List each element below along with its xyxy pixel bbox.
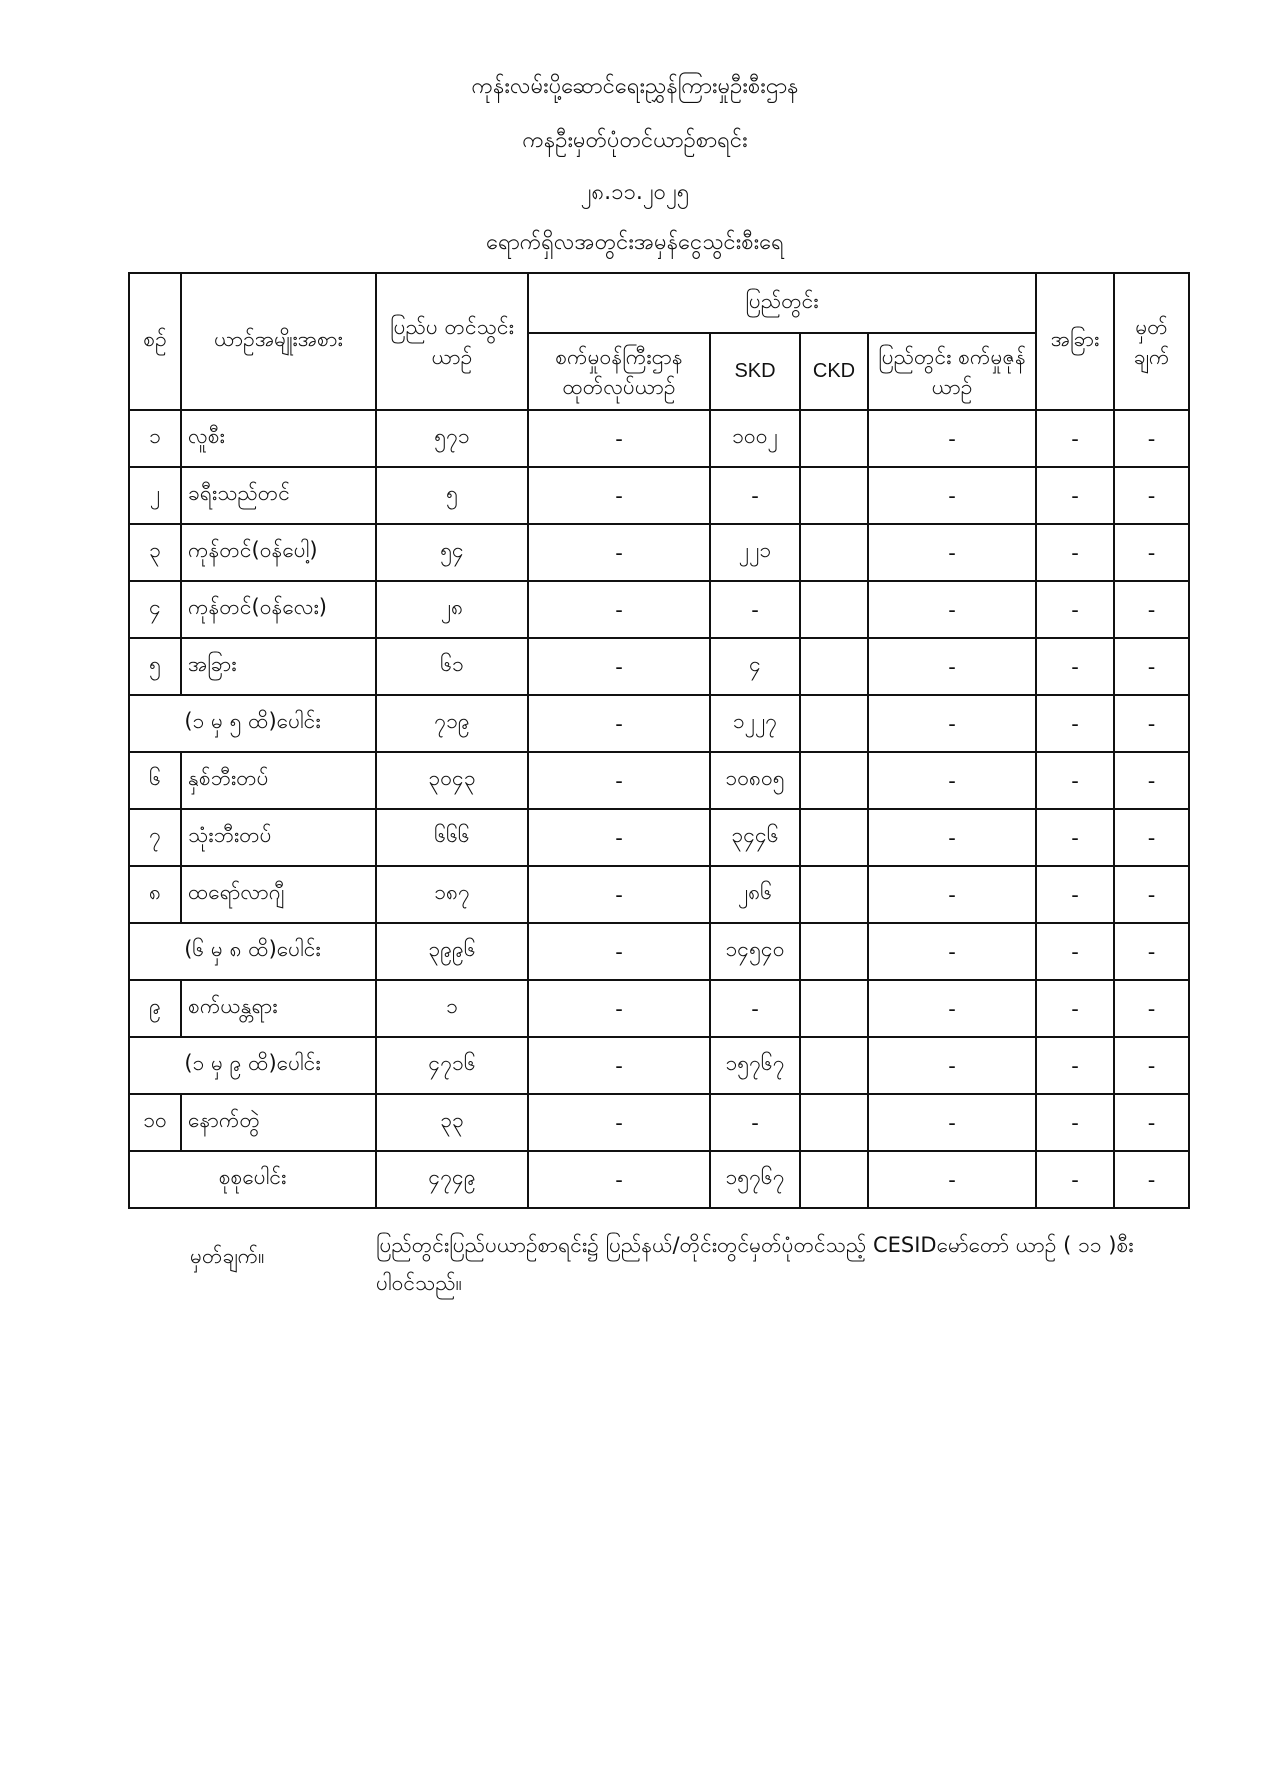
cell-local: - (868, 1037, 1036, 1094)
cell-factory: - (528, 467, 710, 524)
header-local-assembled: ပြည်တွင်း စက်မှုဇုန်ယာဉ် (868, 333, 1036, 410)
table-subtotal-row (129, 695, 1189, 752)
cell-local: - (868, 809, 1036, 866)
cell-local: - (868, 581, 1036, 638)
cell-vehicle-type: ကုန်တင်(ဝန်ပေါ့) (181, 524, 376, 581)
cell-imported: ၁၈၇ (376, 866, 528, 923)
cell-remark: - (1114, 866, 1189, 923)
cell-no: ၈ (129, 866, 181, 923)
report-title: ကနဦးမှတ်ပုံတင်ယာဉ်စာရင်း (522, 128, 748, 153)
report-subtitle: ရောက်ရှိလအတွင်းအမှန်ငွေသွင်းစီးရေ (486, 230, 784, 255)
cell-skd: ၁၀၈၀၅ (710, 752, 800, 809)
table-row (129, 638, 1189, 695)
cell-imported: ၄၇၁၆ (376, 1037, 528, 1094)
cell-imported: ၄၇၄၉ (376, 1151, 528, 1208)
cell-no: ၂ (129, 467, 181, 524)
table-subtotal-row (129, 1037, 1189, 1094)
cell-local: - (868, 1094, 1036, 1151)
cell-vehicle-type: ထရော်လာဂျီ (181, 866, 376, 923)
cell-remark: - (1114, 581, 1189, 638)
cell-other: - (1036, 1037, 1114, 1094)
cell-no: ၇ (129, 809, 181, 866)
header-remark: မှတ် ချက် (1114, 273, 1189, 410)
cell-local: - (868, 695, 1036, 752)
subtotal-label: (၁ မှ ၅ ထိ)ပေါင်း (129, 695, 376, 752)
cell-imported: ၃၉၉၆ (376, 923, 528, 980)
cell-vehicle-type: လူစီး (181, 410, 376, 467)
header-domestic: ပြည်တွင်း (528, 273, 1036, 333)
cell-remark: - (1114, 1094, 1189, 1151)
cell-other: - (1036, 410, 1114, 467)
cell-vehicle-type: စက်ယန္တရား (181, 980, 376, 1037)
header-ckd: CKD (800, 333, 868, 410)
cell-no: ၄ (129, 581, 181, 638)
cell-ckd (800, 1037, 868, 1094)
subtotal-label: (၁ မှ ၉ ထိ)ပေါင်း (129, 1037, 376, 1094)
cell-other: - (1036, 866, 1114, 923)
cell-local: - (868, 1151, 1036, 1208)
table-row (129, 1094, 1189, 1151)
cell-imported: ၇၁၉ (376, 695, 528, 752)
cell-skd: - (710, 467, 800, 524)
cell-factory: - (528, 1094, 710, 1151)
subtotal-label: (၆ မှ ၈ ထိ)ပေါင်း (129, 923, 376, 980)
cell-remark: - (1114, 695, 1189, 752)
header-no: စဉ် (129, 273, 181, 410)
cell-ckd (800, 752, 868, 809)
cell-skd: - (710, 1094, 800, 1151)
cell-other: - (1036, 1151, 1114, 1208)
subtotal-label: စုစုပေါင်း (129, 1151, 376, 1208)
cell-remark: - (1114, 410, 1189, 467)
cell-no: ၆ (129, 752, 181, 809)
cell-skd: ၁၅၇၆၇ (710, 1151, 800, 1208)
cell-remark: - (1114, 809, 1189, 866)
cell-imported: ၅ (376, 467, 528, 524)
header-other: အခြား (1036, 273, 1114, 410)
cell-factory: - (528, 638, 710, 695)
cell-no: ၅ (129, 638, 181, 695)
cell-local: - (868, 638, 1036, 695)
cell-ckd (800, 524, 868, 581)
cell-imported: ၅၇၁ (376, 410, 528, 467)
table-row (129, 524, 1189, 581)
cell-local: - (868, 467, 1036, 524)
cell-no: ၉ (129, 980, 181, 1037)
cell-no: ၁ (129, 410, 181, 467)
cell-local: - (868, 524, 1036, 581)
table-body (129, 410, 1189, 1208)
cell-skd: ၂၂၁ (710, 524, 800, 581)
cell-vehicle-type: နောက်တွဲ (181, 1094, 376, 1151)
table-row (129, 980, 1189, 1037)
cell-skd: ၁၄၅၄၀ (710, 923, 800, 980)
cell-remark: - (1114, 467, 1189, 524)
cell-skd: ၃၄၄၆ (710, 809, 800, 866)
cell-other: - (1036, 524, 1114, 581)
cell-ckd (800, 695, 868, 752)
header-skd: SKD (710, 333, 800, 410)
cell-local: - (868, 866, 1036, 923)
cell-remark: - (1114, 524, 1189, 581)
cell-remark: - (1114, 923, 1189, 980)
cell-vehicle-type: အခြား (181, 638, 376, 695)
cell-other: - (1036, 581, 1114, 638)
cell-vehicle-type: ခရီးသည်တင် (181, 467, 376, 524)
cell-imported: ၅၄ (376, 524, 528, 581)
cell-other: - (1036, 1094, 1114, 1151)
cell-ckd (800, 410, 868, 467)
cell-ckd (800, 809, 868, 866)
cell-ckd (800, 638, 868, 695)
cell-remark: - (1114, 752, 1189, 809)
table-row (129, 809, 1189, 866)
cell-ckd (800, 866, 868, 923)
cell-factory: - (528, 581, 710, 638)
cell-vehicle-type: သုံးဘီးတပ် (181, 809, 376, 866)
org-name: ကုန်းလမ်းပို့ဆောင်ရေးညွှန်ကြားမှုဦးစီးဌာန (471, 74, 799, 99)
cell-other: - (1036, 467, 1114, 524)
cell-local: - (868, 923, 1036, 980)
cell-skd: ၂၈၆ (710, 866, 800, 923)
cell-remark: - (1114, 1037, 1189, 1094)
cell-ckd (800, 581, 868, 638)
cell-local: - (868, 410, 1036, 467)
table-header (129, 273, 1189, 410)
table-row (129, 752, 1189, 809)
cell-remark: - (1114, 980, 1189, 1037)
table-row (129, 467, 1189, 524)
cell-skd: ၄ (710, 638, 800, 695)
cell-factory: - (528, 695, 710, 752)
cell-skd: ၁၀၀၂ (710, 410, 800, 467)
cell-imported: ၁ (376, 980, 528, 1037)
report-date: ၂၈.၁၁.၂၀၂၅ (580, 180, 690, 205)
cell-imported: ၆၁ (376, 638, 528, 695)
cell-ckd (800, 1151, 868, 1208)
cell-factory: - (528, 1037, 710, 1094)
cell-factory: - (528, 524, 710, 581)
cell-imported: ၆၆၆ (376, 809, 528, 866)
header-imported: ပြည်ပ တင်သွင်းယာဉ် (376, 273, 528, 410)
table-subtotal-row (129, 923, 1189, 980)
header-factory: စက်မှုဝန်ကြီးဌာန ထုတ်လုပ်ယာဉ် (528, 333, 710, 410)
cell-local: - (868, 980, 1036, 1037)
cell-skd: ၁၅၇၆၇ (710, 1037, 800, 1094)
header-vehicle-type: ယာဉ်အမျိုးအစား (181, 273, 376, 410)
cell-other: - (1036, 809, 1114, 866)
vehicle-registration-table (128, 272, 1190, 1209)
note-text: ပြည်တွင်းပြည်ပယာဉ်စာရင်း၌ ပြည်နယ်/တိုင်းတွင်မှတ်ပုံတင်သည့် CESIDမော်တော် ယာဉ် ( ၁၁ )စီး ပါဝင်သည်။ (376, 1233, 1134, 1295)
cell-vehicle-type: နှစ်ဘီးတပ် (181, 752, 376, 809)
cell-other: - (1036, 923, 1114, 980)
cell-other: - (1036, 695, 1114, 752)
table-row (129, 866, 1189, 923)
cell-remark: - (1114, 1151, 1189, 1208)
cell-ckd (800, 980, 868, 1037)
note-label: မှတ်ချက်။ (190, 1244, 265, 1268)
cell-factory: - (528, 809, 710, 866)
cell-skd: ၁၂၂၇ (710, 695, 800, 752)
cell-remark: - (1114, 638, 1189, 695)
table-row (129, 581, 1189, 638)
table-subtotal-row (129, 1151, 1189, 1208)
cell-imported: ၃၃ (376, 1094, 528, 1151)
cell-factory: - (528, 866, 710, 923)
cell-imported: ၃၀၄၃ (376, 752, 528, 809)
cell-other: - (1036, 752, 1114, 809)
cell-ckd (800, 923, 868, 980)
cell-vehicle-type: ကုန်တင်(ဝန်လေး) (181, 581, 376, 638)
cell-other: - (1036, 980, 1114, 1037)
table-row (129, 410, 1189, 467)
cell-factory: - (528, 410, 710, 467)
cell-factory: - (528, 923, 710, 980)
cell-local: - (868, 752, 1036, 809)
cell-factory: - (528, 1151, 710, 1208)
cell-no: ၁၀ (129, 1094, 181, 1151)
cell-factory: - (528, 752, 710, 809)
cell-imported: ၂၈ (376, 581, 528, 638)
cell-skd: - (710, 581, 800, 638)
cell-ckd (800, 467, 868, 524)
cell-no: ၃ (129, 524, 181, 581)
cell-skd: - (710, 980, 800, 1037)
cell-other: - (1036, 638, 1114, 695)
cell-ckd (800, 1094, 868, 1151)
cell-factory: - (528, 980, 710, 1037)
